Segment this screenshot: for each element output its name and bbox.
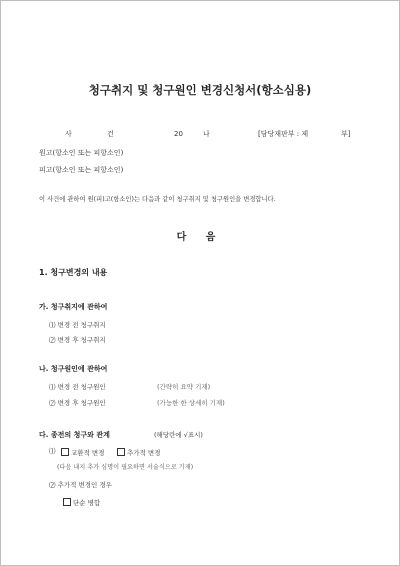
checkbox-simple-merge[interactable]: [63, 498, 71, 506]
defendant-line: 피고(항소인 또는 피항소인): [39, 166, 124, 174]
option-additional-change[interactable]: 추가적 변경: [117, 448, 160, 457]
item-c2: ⑵ 추가적 변경인 경우: [49, 481, 112, 489]
case-suffix: 나: [203, 130, 210, 138]
plaintiff-line: 원고(항소인 또는 피항소인): [39, 149, 124, 157]
case-year: 20: [174, 130, 183, 138]
intro-text: 이 사건에 관하여 원(피)고(항소인)는 다음과 같이 청구취지 및 청구원인을 변경합니다.: [39, 196, 276, 203]
subsection-b-heading: 나. 청구원인에 관하여: [39, 365, 108, 373]
item-a1: ⑴ 변경 전 청구취지: [49, 321, 106, 329]
item-c1-prefix: ⑴: [49, 447, 56, 455]
option-simple-merge[interactable]: 단순 병합: [63, 498, 100, 507]
checkbox-additional-change[interactable]: [117, 448, 125, 456]
section-1-heading: 1. 청구변경의 내용: [39, 268, 108, 277]
option-exchange-change[interactable]: 교환적 변경: [61, 448, 104, 457]
item-c1-note: (다음 내지 추가 심명이 필요하면 서술식으로 기재): [57, 464, 194, 471]
page-title: 청구취지 및 청구원인 변경신청서(항소심용): [88, 83, 312, 97]
item-b2-note: (가능한 한 상세히 기재): [157, 399, 225, 407]
checkbox-exchange-change[interactable]: [61, 448, 69, 456]
item-b1: ⑴ 변경 전 청구원인: [49, 383, 106, 391]
subsection-a-heading: 가. 청구취지에 관하여: [39, 303, 108, 311]
subsection-c-heading: 다. 종전의 청구와 관계: [39, 431, 110, 439]
case-label-2: 건: [107, 130, 114, 138]
case-label-1: 사: [65, 130, 72, 138]
subsection-c-note: (해당란에 √표시): [154, 431, 203, 439]
item-a2: ⑵ 변경 후 청구취지: [49, 336, 106, 344]
item-b1-note: (간략히 요약 기재): [157, 383, 211, 391]
center-heading: 다 음: [176, 232, 224, 243]
item-b2: ⑵ 변경 후 청구원인: [49, 399, 106, 407]
court-division: [담당재판부 : 제: [258, 130, 309, 138]
court-division-end: 부]: [341, 130, 351, 138]
